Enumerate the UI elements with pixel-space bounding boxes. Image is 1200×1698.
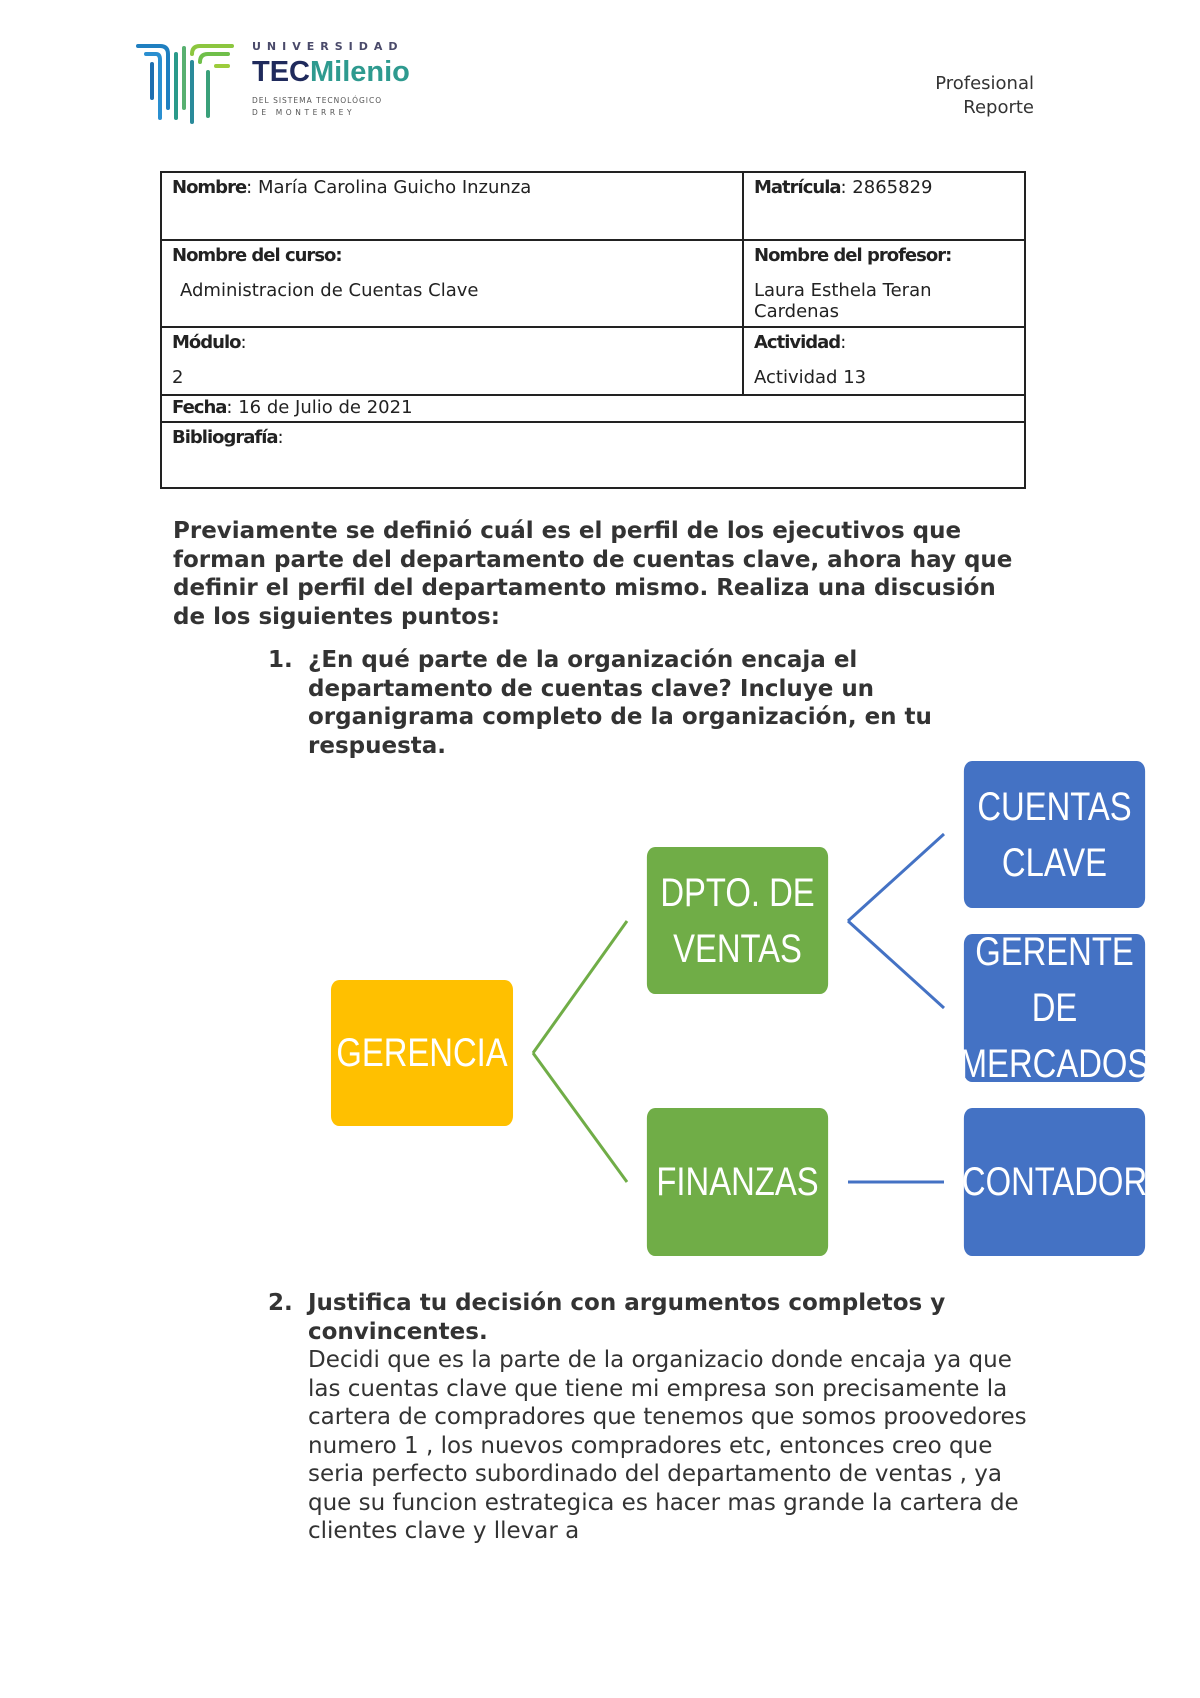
- connector-gerencia-ventas: [533, 921, 627, 1053]
- org-node-contador: [961, 1108, 1148, 1256]
- org-node-mercados-line1: GERENTE DE: [975, 930, 1134, 1030]
- actividad-value: Actividad 13: [754, 367, 867, 388]
- bibliografia-colon: :: [277, 427, 284, 448]
- question-2-body: [308, 1289, 1028, 1546]
- table-row: [161, 422, 1025, 488]
- matricula-label: Matrícula: [754, 177, 841, 198]
- actividad-colon: :: [840, 332, 847, 353]
- table-row: [161, 172, 1025, 240]
- modulo-label: Módulo: [172, 332, 241, 353]
- table-row: [161, 240, 1025, 327]
- connector-ventas-mercados: [848, 921, 944, 1008]
- fecha-cell: [161, 395, 1025, 422]
- curso-label: Nombre del curso:: [172, 245, 342, 266]
- question-2-number: 2.: [268, 1290, 293, 1316]
- logo-brand: [252, 55, 442, 89]
- org-node-mercados-line2: MERCADOS: [959, 1042, 1150, 1086]
- nombre-cell: [161, 172, 743, 240]
- table-row: [161, 327, 1025, 395]
- fecha-label: Fecha: [172, 397, 227, 418]
- profesor-cell: [743, 240, 1025, 327]
- org-node-contador-label: CONTADOR: [961, 1160, 1148, 1204]
- logo-text: [252, 40, 442, 119]
- university-logo: [132, 38, 432, 128]
- org-node-ventas-line1: DPTO. DE: [660, 870, 815, 915]
- intro-paragraph: Previamente se definió cuál es el perfil de los ejecutivos que forman parte del departamento de cuentas clave, ahora hay que definir el perfil del departamento mismo. Realiza una discusión de los siguientes puntos:: [173, 518, 1013, 630]
- connector-gerencia-finanzas: [533, 1053, 627, 1182]
- actividad-label: Actividad: [754, 332, 841, 353]
- connector-ventas-cuentas: [848, 834, 944, 921]
- org-node-gerente-mercados: [959, 930, 1150, 1086]
- question-1: [268, 646, 1028, 760]
- header-line-reporte: Reporte: [963, 97, 1034, 118]
- org-node-gerencia-label: GERENCIA: [336, 1031, 508, 1075]
- profesor-label: Nombre del profesor:: [754, 245, 952, 266]
- modulo-value: 2: [172, 367, 184, 388]
- question-1-text: ¿En qué parte de la organización encaja el departamento de cuentas clave? Incluye un organigrama completo de la organización, en tu respuesta.: [308, 647, 932, 759]
- org-node-cuentas-line2: CLAVE: [1001, 840, 1108, 885]
- modulo-colon: :: [240, 332, 247, 353]
- org-node-dpto-ventas: [647, 847, 828, 994]
- org-node-gerencia: [331, 980, 513, 1126]
- bibliografia-cell: [161, 422, 1025, 488]
- logo-brand-tec: TEC: [252, 56, 310, 88]
- modulo-cell: [161, 327, 743, 395]
- header-line-profesional: Profesional: [935, 73, 1034, 94]
- question-1-number: 1.: [268, 647, 293, 673]
- nombre-value: : María Carolina Guicho Inzunza: [246, 177, 532, 198]
- question-2-text: Justifica tu decisión con argumentos completos y convincentes.: [308, 1290, 946, 1345]
- bibliografia-label: Bibliografía: [172, 427, 278, 448]
- logo-brand-milenio: Milenio: [310, 56, 410, 88]
- logo-subtitle: [252, 95, 442, 119]
- document-header: [935, 72, 1034, 120]
- logo-university-label: UNIVERSIDAD: [252, 40, 404, 53]
- org-node-cuentas-line1: CUENTAS: [977, 784, 1132, 829]
- matricula-value: : 2865829: [840, 177, 933, 198]
- fecha-value: : 16 de Julio de 2021: [226, 397, 413, 418]
- question-2: [268, 1289, 1028, 1546]
- profesor-value: Laura Esthela Teran Cardenas: [754, 280, 932, 322]
- curso-value: Administracion de Cuentas Clave: [180, 280, 479, 301]
- student-info-table: [160, 171, 1026, 489]
- matricula-cell: [743, 172, 1025, 240]
- org-node-ventas-line2: VENTAS: [673, 926, 802, 971]
- question-2-answer: Decidi que es la parte de la organizacio donde encaja ya que las cuentas clave que tiene mi empresa son precisamente la cartera de compradores que tenemos que somos proovedores numero 1 , los nuevos compradores etc, entonces creo que seria perfecto subordinado del departamento de ventas , ya que su funcion estrategica es hacer mas grande la cartera de clientes clave y llevar a: [308, 1347, 1027, 1544]
- logo-subtitle-line2: DE MONTERREY: [252, 108, 356, 117]
- org-node-finanzas: [647, 1108, 828, 1256]
- actividad-cell: [743, 327, 1025, 395]
- tecmilenio-logo-icon: [132, 38, 242, 128]
- org-node-cuentas-clave: [964, 761, 1145, 908]
- table-row: [161, 395, 1025, 422]
- curso-cell: [161, 240, 743, 327]
- nombre-label: Nombre: [172, 177, 247, 198]
- org-node-finanzas-label: FINANZAS: [656, 1160, 819, 1204]
- logo-subtitle-line1: DEL SISTEMA TECNOLÓGICO: [252, 96, 383, 105]
